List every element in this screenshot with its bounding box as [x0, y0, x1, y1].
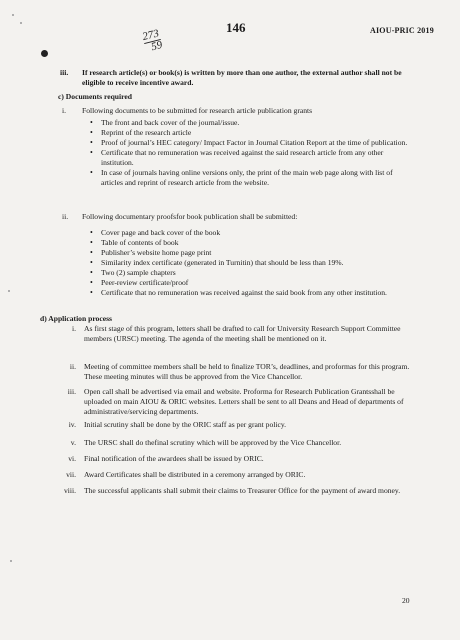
scan-speck — [8, 290, 10, 292]
item-text: The URSC shall do thefinal scrutiny which will be approved by the Vice Chancellor. — [84, 438, 342, 447]
section-d-item — [50, 454, 418, 464]
item-label: iii. — [60, 68, 69, 77]
article-documents-list — [90, 118, 416, 188]
list-item: • Two (2) sample chapters — [90, 268, 416, 278]
binder-hole-mark — [41, 50, 48, 57]
handwritten-note — [141, 28, 163, 54]
section-d-item — [50, 324, 418, 344]
list-item: • Certificate that no remuneration was received against the said research article from any other institution. — [90, 148, 416, 168]
section-d-item — [50, 438, 418, 448]
item-text: Award Certificates shall be distributed in a ceremony arranged by ORIC. — [84, 470, 306, 479]
header-page-number: 146 — [226, 20, 246, 35]
footer-page-number: 20 — [402, 596, 410, 605]
item-label: ii. — [62, 212, 69, 221]
section-d-item — [50, 486, 418, 496]
section-d-item — [50, 362, 418, 382]
item-label: iv. — [68, 420, 76, 429]
list-item: • Proof of journal’s HEC category/ Impact Factor in Journal Citation Report at the time of publication. — [90, 138, 416, 148]
item-text: If research article(s) or book(s) is written by more than one author, the external author shall not be eligible to receive incentive award. — [82, 68, 402, 87]
list-item: • Similarity index certificate (generated in Turnitin) that should be less than 19%. — [90, 258, 416, 268]
scan-speck — [12, 14, 14, 16]
section-d-heading: d) Application process — [40, 314, 113, 323]
item-text: As first stage of this program, letters shall be drafted to call for University Research Support Committee members (URSC) meeting. The agenda of the meeting shall be mentioned on it. — [84, 324, 401, 343]
item-text: Final notification of the awardees shall be issued by ORIC. — [84, 454, 264, 463]
handwritten-note-top: 273 — [141, 27, 161, 44]
item-label: vi. — [68, 454, 76, 463]
list-item: • In case of journals having online versions only, the print of the main web page along with list of articles and reprint of research article from the website. — [90, 168, 416, 188]
scan-speck — [10, 560, 12, 562]
item-label: i. — [71, 324, 76, 333]
section-c-heading: c) Documents required — [58, 92, 132, 101]
section-d-item — [50, 387, 418, 417]
item-iii-authorship — [60, 68, 418, 88]
scan-speck — [20, 22, 22, 24]
item-label: v. — [70, 438, 76, 447]
item-label: ii. — [69, 362, 76, 371]
list-item: • Table of contents of book — [90, 238, 416, 248]
header-doc-id: AIOU-PRIC 2019 — [370, 26, 434, 35]
section-c-item-ii — [62, 212, 418, 222]
item-text: Following documents to be submitted for research article publication grants — [82, 106, 313, 115]
section-c-item-i — [62, 106, 418, 116]
book-documents-list — [90, 228, 416, 298]
item-text: Following documentary proofsfor book publication shall be submitted: — [82, 212, 298, 221]
list-item: • Reprint of the research article — [90, 128, 416, 138]
item-label: iii. — [67, 387, 76, 396]
item-label: vii. — [66, 470, 76, 479]
list-item: • Peer-review certificate/proof — [90, 278, 416, 288]
item-text: Initial scrutiny shall be done by the ORIC staff as per grant policy. — [84, 420, 287, 429]
section-d-item — [50, 470, 418, 480]
item-text: The successful applicants shall submit their claims to Treasurer Office for the payment of award money. — [84, 486, 401, 495]
item-label: viii. — [63, 486, 76, 495]
item-label: i. — [62, 106, 67, 115]
item-text: Open call shall be advertised via email and website. Proforma for Research Publication Grantsshall be uploaded on main AIOU & ORIC websites. Letters shall be sent to all Deans and Head of departments of administrative/servicing departments. — [84, 387, 404, 416]
list-item: • Cover page and back cover of the book — [90, 228, 416, 238]
list-item: • Publisher’s website home page print — [90, 248, 416, 258]
item-text: Meeting of committee members shall be held to finalize TOR’s, deadlines, and proformas for this program. These meeting minutes will thus be approved from the Vice Chancellor. — [84, 362, 410, 381]
list-item: • Certificate that no remuneration was received against the said book from any other institution. — [90, 288, 416, 298]
section-d-item — [50, 420, 418, 430]
list-item: • The front and back cover of the journal/issue. — [90, 118, 416, 128]
handwritten-note-bottom: 59 — [149, 38, 164, 54]
